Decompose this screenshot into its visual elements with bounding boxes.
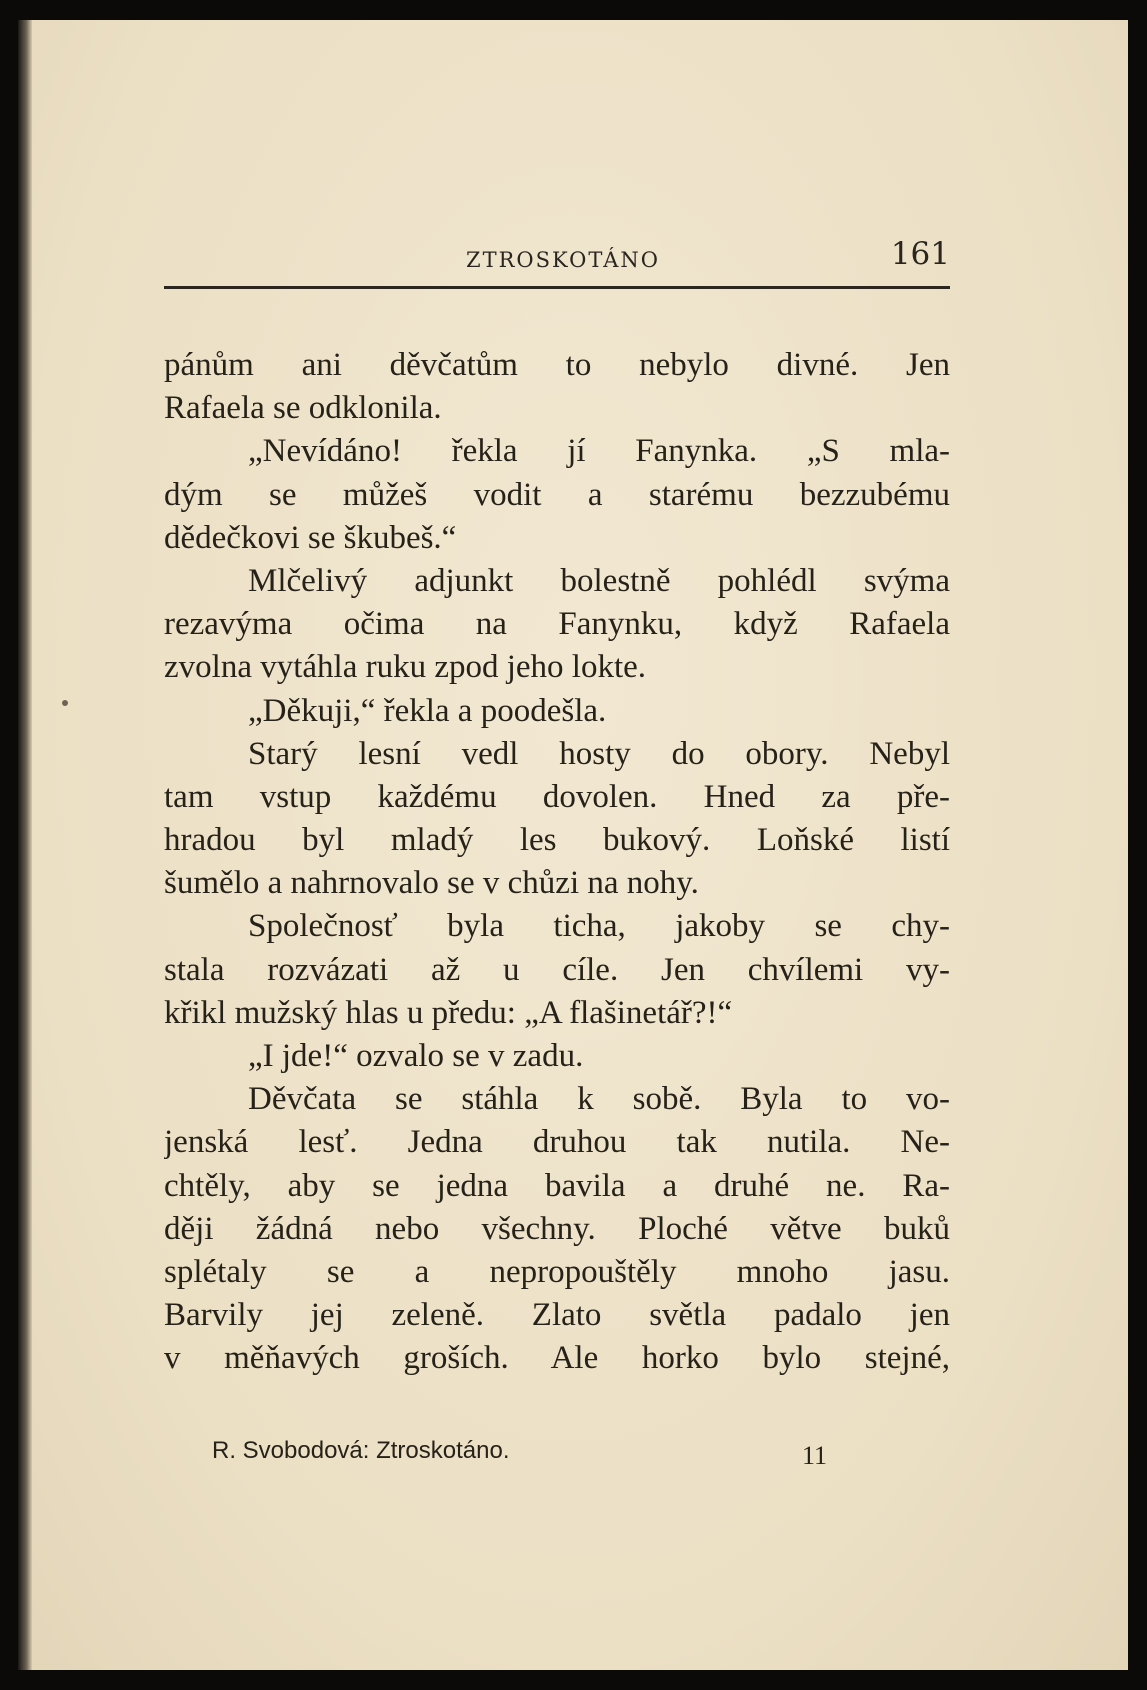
body-text (164, 344, 950, 1381)
page-spine-edge (18, 20, 32, 1670)
running-title: ZTROSKOTÁNO (466, 248, 660, 272)
text-line: dědečkovi se škubeš.“ (164, 519, 457, 556)
text-line: splétaly se a nepropouštěly mnoho jasu. (164, 1253, 950, 1290)
text-line: „Nevídáno! řekla jí Fanynka. „S mla- (248, 433, 950, 470)
page-header (164, 236, 950, 289)
paragraph (164, 1035, 950, 1078)
page-number: 161 (890, 236, 950, 272)
text-line: pánům ani děvčatům to nebylo divné. Jen (164, 347, 950, 383)
paragraph (164, 733, 950, 906)
text-line: tam vstup každému dovolen. Hned za pře- (164, 778, 950, 815)
text-line: zvolna vytáhla ruku zpod jeho lokte. (164, 649, 647, 686)
text-line: rezavýma očima na Fanynku, když Rafaela (164, 606, 950, 643)
page-footer (212, 1437, 852, 1470)
paper-speck (62, 700, 68, 706)
text-line: chtěly, aby se jedna bavila a druhé ne. Ra- (164, 1167, 950, 1204)
text-line: křikl mužský hlas u předu: „A flašinetář?!“ (164, 994, 733, 1031)
paragraph (164, 905, 950, 1035)
text-line: Děvčata se stáhla k sobě. Byla to vo- (248, 1081, 950, 1118)
paragraph (164, 560, 950, 690)
text-line: stala rozvázati až u cíle. Jen chvílemi vy- (164, 951, 950, 988)
text-line: „Děkuji,“ řekla a poodešla. (248, 692, 607, 729)
paragraph (164, 344, 950, 430)
text-line: Starý lesní vedl hosty do obory. Nebyl (248, 735, 950, 772)
text-line: v měňavých groších. Ale horko bylo stejné, (164, 1340, 950, 1377)
text-line: hradou byl mladý les bukový. Loňské listí (164, 822, 950, 859)
text-line: Společnosť byla ticha, jakoby se chy- (248, 908, 950, 945)
text-line: ději žádná nebo všechny. Ploché větve buků (164, 1210, 950, 1247)
text-line: „I jde!“ ozvalo se v zadu. (248, 1038, 584, 1074)
text-line: Mlčelivý adjunkt bolestně pohlédl svýma (248, 562, 950, 599)
text-line: Barvily jej zeleně. Zlato světla padalo jen (164, 1297, 950, 1334)
text-line: Rafaela se odklonila. (164, 390, 442, 427)
paragraph (164, 690, 950, 733)
text-line: dým se můžeš vodit a starému bezzubému (164, 476, 950, 513)
paragraph (164, 1078, 950, 1380)
paragraph (164, 430, 950, 560)
printer-signature: R. Svobodová: Ztroskotáno. (212, 1437, 510, 1464)
text-line: jenská lesť. Jedna druhou tak nutila. Ne- (164, 1124, 950, 1161)
text-line: šumělo a nahrnovalo se v chůzi na nohy. (164, 865, 699, 902)
signature-number: 11 (802, 1441, 828, 1470)
